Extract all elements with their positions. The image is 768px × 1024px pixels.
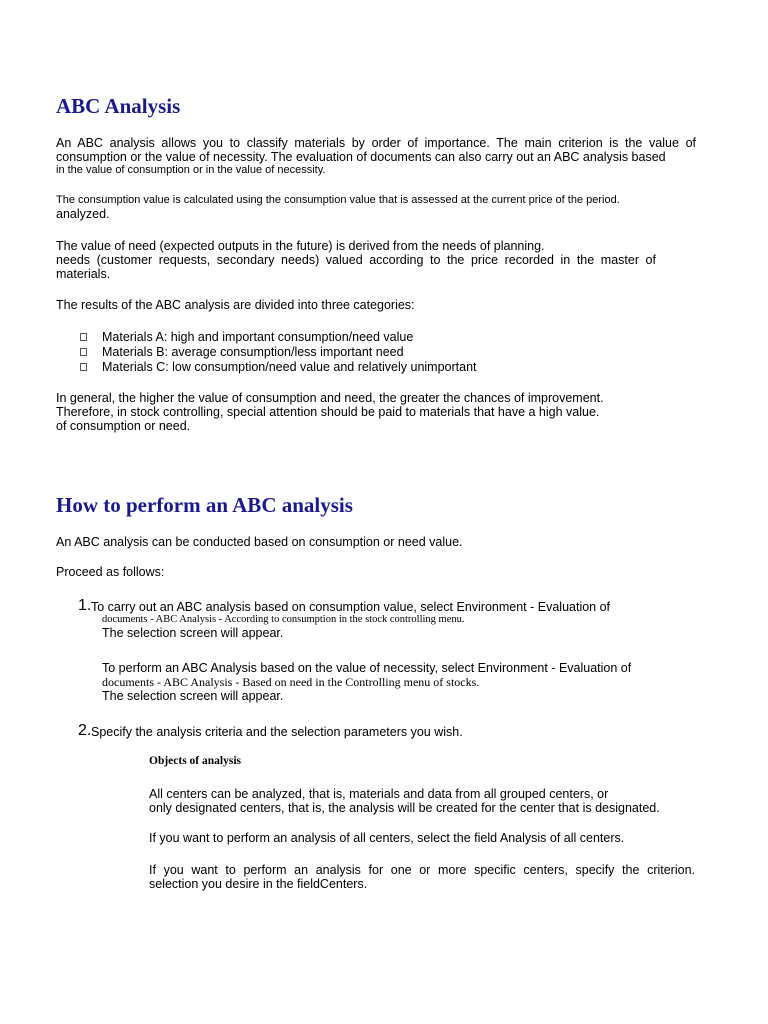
heading-abc-analysis: ABC Analysis [56, 94, 181, 118]
intro-line-2: consumption or the value of necessity. The evaluation of documents can also carry out an ABC analysis based [56, 150, 666, 164]
need-line-1: The value of need (expected outputs in the future) is derived from the needs of planning. [56, 239, 545, 253]
all-centers-field-text: If you want to perform an analysis of all centers, select the field Analysis of all centers. [149, 831, 625, 845]
general-line-1: In general, the higher the value of consumption and need, the greater the chances of improvement. [56, 391, 604, 405]
intro-line-3: in the value of consumption or in the value of necessity. [56, 164, 326, 176]
need-line-3: materials. [56, 267, 111, 281]
category-label: Materials A: high and important consumption/need value [102, 330, 414, 344]
step-1-b-line-3: The selection screen will appear. [102, 689, 284, 703]
step-1-part-b [102, 661, 631, 703]
step-1-a-line-1: To carry out an ABC analysis based on consumption value, select Environment - Evaluation of [91, 600, 611, 614]
bullet-icon [80, 348, 87, 356]
section2-intro: An ABC analysis can be conducted based on consumption or need value. [56, 535, 463, 549]
bullet-icon [80, 363, 87, 371]
step-1-part-a [91, 600, 610, 640]
all-centers-paragraph [149, 787, 660, 815]
step-1-a-line-2: documents - ABC Analysis - According to consumption in the stock controlling menu. [102, 614, 465, 625]
step-1-b-line-2: documents - ABC Analysis - Based on need in the Controlling menu of stocks. [102, 675, 480, 689]
need-line-2: needs (customer requests, secondary needs) valued according to the price recorded in the master of [56, 253, 656, 267]
general-line-3: of consumption or need. [56, 419, 191, 433]
step-1-number: 1. [78, 597, 92, 614]
need-paragraph [56, 239, 656, 281]
step-2-number: 2. [78, 722, 92, 739]
objects-of-analysis-heading: Objects of analysis [149, 755, 241, 767]
heading-how-to-perform: How to perform an ABC analysis [56, 493, 353, 517]
categories-intro: The results of the ABC analysis are divided into three categories: [56, 298, 415, 312]
step-2-text: Specify the analysis criteria and the selection parameters you wish. [91, 725, 463, 739]
category-label: Materials C: low consumption/need value and relatively unimportant [102, 360, 477, 374]
specific-line-2: selection you desire in the fieldCenters. [149, 877, 368, 891]
category-label: Materials B: average consumption/less important need [102, 345, 404, 359]
all-centers-line-2: only designated centers, that is, the analysis will be created for the center that is designated. [149, 801, 660, 815]
intro-line-1: An ABC analysis allows you to classify materials by order of importance. The main criterion is the value of [56, 136, 696, 150]
general-line-2: Therefore, in stock controlling, special attention should be paid to materials that have a high value. [56, 405, 600, 419]
consumption-line-1: The consumption value is calculated using the consumption value that is assessed at the current price of the period. [56, 194, 620, 206]
all-centers-line-1: All centers can be analyzed, that is, materials and data from all grouped centers, or [149, 787, 609, 801]
bullet-icon [80, 333, 87, 341]
consumption-line-2: analyzed. [56, 207, 110, 221]
step-1-a-line-3: The selection screen will appear. [102, 626, 284, 640]
specific-centers-paragraph [149, 863, 695, 891]
general-paragraph [56, 391, 656, 433]
consumption-paragraph [56, 194, 696, 221]
step-1-b-line-1: To perform an ABC Analysis based on the value of necessity, select Environment - Evaluation of [102, 661, 632, 675]
intro-paragraph [56, 136, 696, 177]
proceed-text: Proceed as follows: [56, 565, 165, 579]
specific-line-1: If you want to perform an analysis for one or more specific centers, specify the criterion. [149, 863, 695, 877]
